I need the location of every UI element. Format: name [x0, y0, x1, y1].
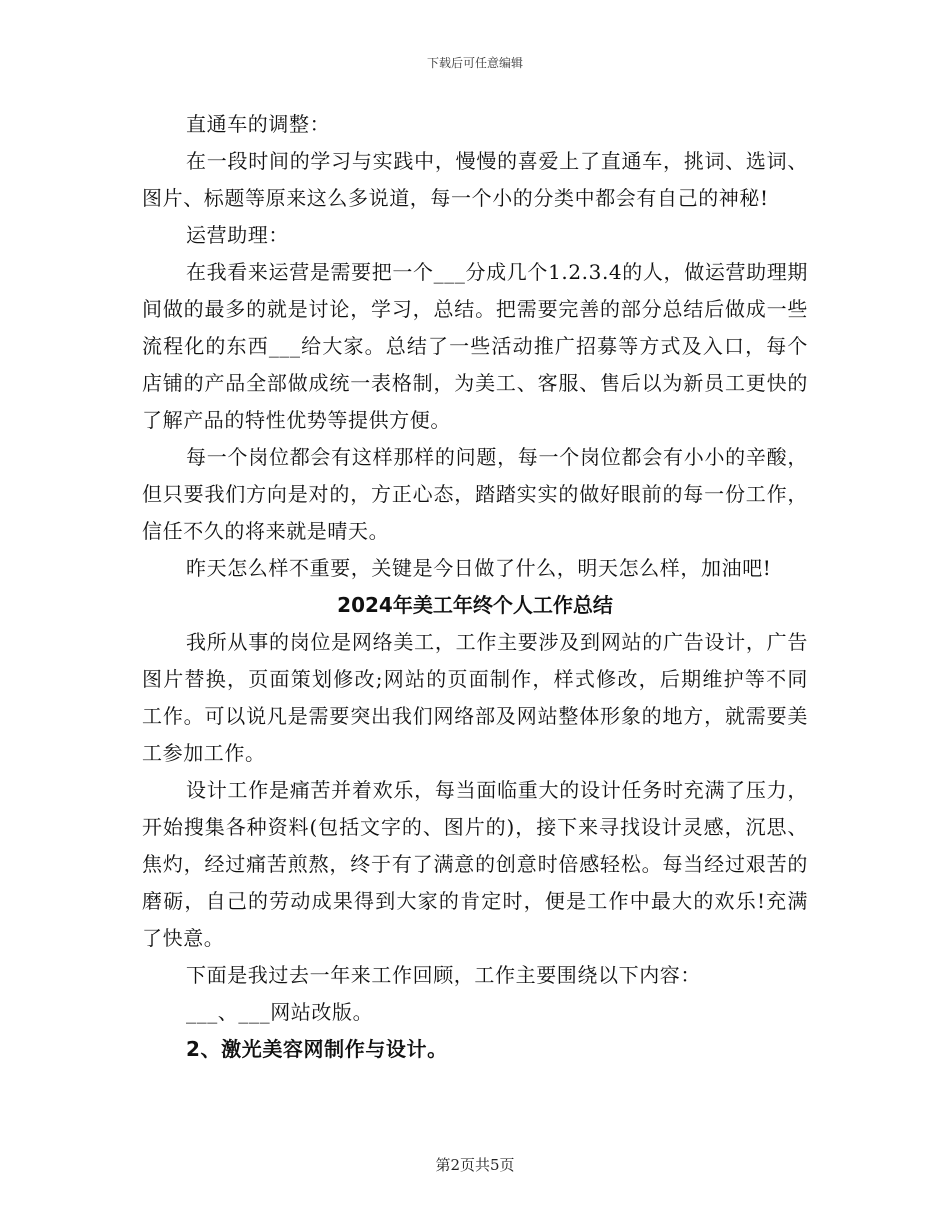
document-body	[142, 106, 808, 1068]
paragraph: 在一段时间的学习与实践中，慢慢的喜爱上了直通车，挑词、选词、图片、标题等原来这么多说道，每一个小的分类中都会有自己的神秘!	[142, 149, 808, 210]
paragraph-heading-yunying: 运营助理：	[186, 223, 289, 247]
section-title: 2024年美工年终个人工作总结	[337, 593, 613, 617]
list-item-bold: 2、激光美容网制作与设计。	[186, 1037, 448, 1061]
paragraph: 每一个岗位都会有这样那样的问题，每一个岗位都会有小小的辛酸，但只要我们方向是对的，方正心态，踏踏实实的做好眼前的每一份工作，信任不久的将来就是晴天。	[142, 445, 808, 543]
page-footer: 第2页共5页	[435, 1156, 515, 1174]
paragraph: 昨天怎么样不重要，关键是今日做了什么，明天怎么样，加油吧!	[186, 556, 772, 580]
paragraph: 在我看来运营是需要把一个___分成几个1.2.3.4的人，做运营助理期间做的最多的就是讨论，学习，总结。把需要完善的部分总结后做成一些流程化的东西___给大家。总结了一些活动推广招募等方式及入口，每个店铺的产品全部做成统一表格制，为美工、客服、售后以为新员工更快的了解产品的特性优势等提供方便。	[142, 260, 808, 432]
page-header: 下载后可任意编辑	[426, 56, 523, 70]
paragraph: 下面是我过去一年来工作回顾，工作主要围绕以下内容：	[186, 963, 701, 987]
list-item: ___、___网站改版。	[186, 1000, 374, 1024]
paragraph: 设计工作是痛苦并着欢乐，每当面临重大的设计任务时充满了压力，开始搜集各种资料(包括文字的、图片的)，接下来寻找设计灵感，沉思、焦灼，经过痛苦煎熬，终于有了满意的创意时倍感轻松。每当经过艰苦的磨砺，自己的劳动成果得到大家的肯定时，便是工作中最大的欢乐!充满了快意。	[142, 778, 808, 950]
paragraph: 我所从事的岗位是网络美工，工作主要涉及到网站的广告设计，广告图片替换，页面策划修改;网站的页面制作，样式修改，后期维护等不同工作。可以说凡是需要突出我们网络部及网站整体形象的地方，就需要美工参加工作。	[142, 630, 808, 765]
paragraph-heading-ztc: 直通车的调整：	[186, 112, 331, 136]
